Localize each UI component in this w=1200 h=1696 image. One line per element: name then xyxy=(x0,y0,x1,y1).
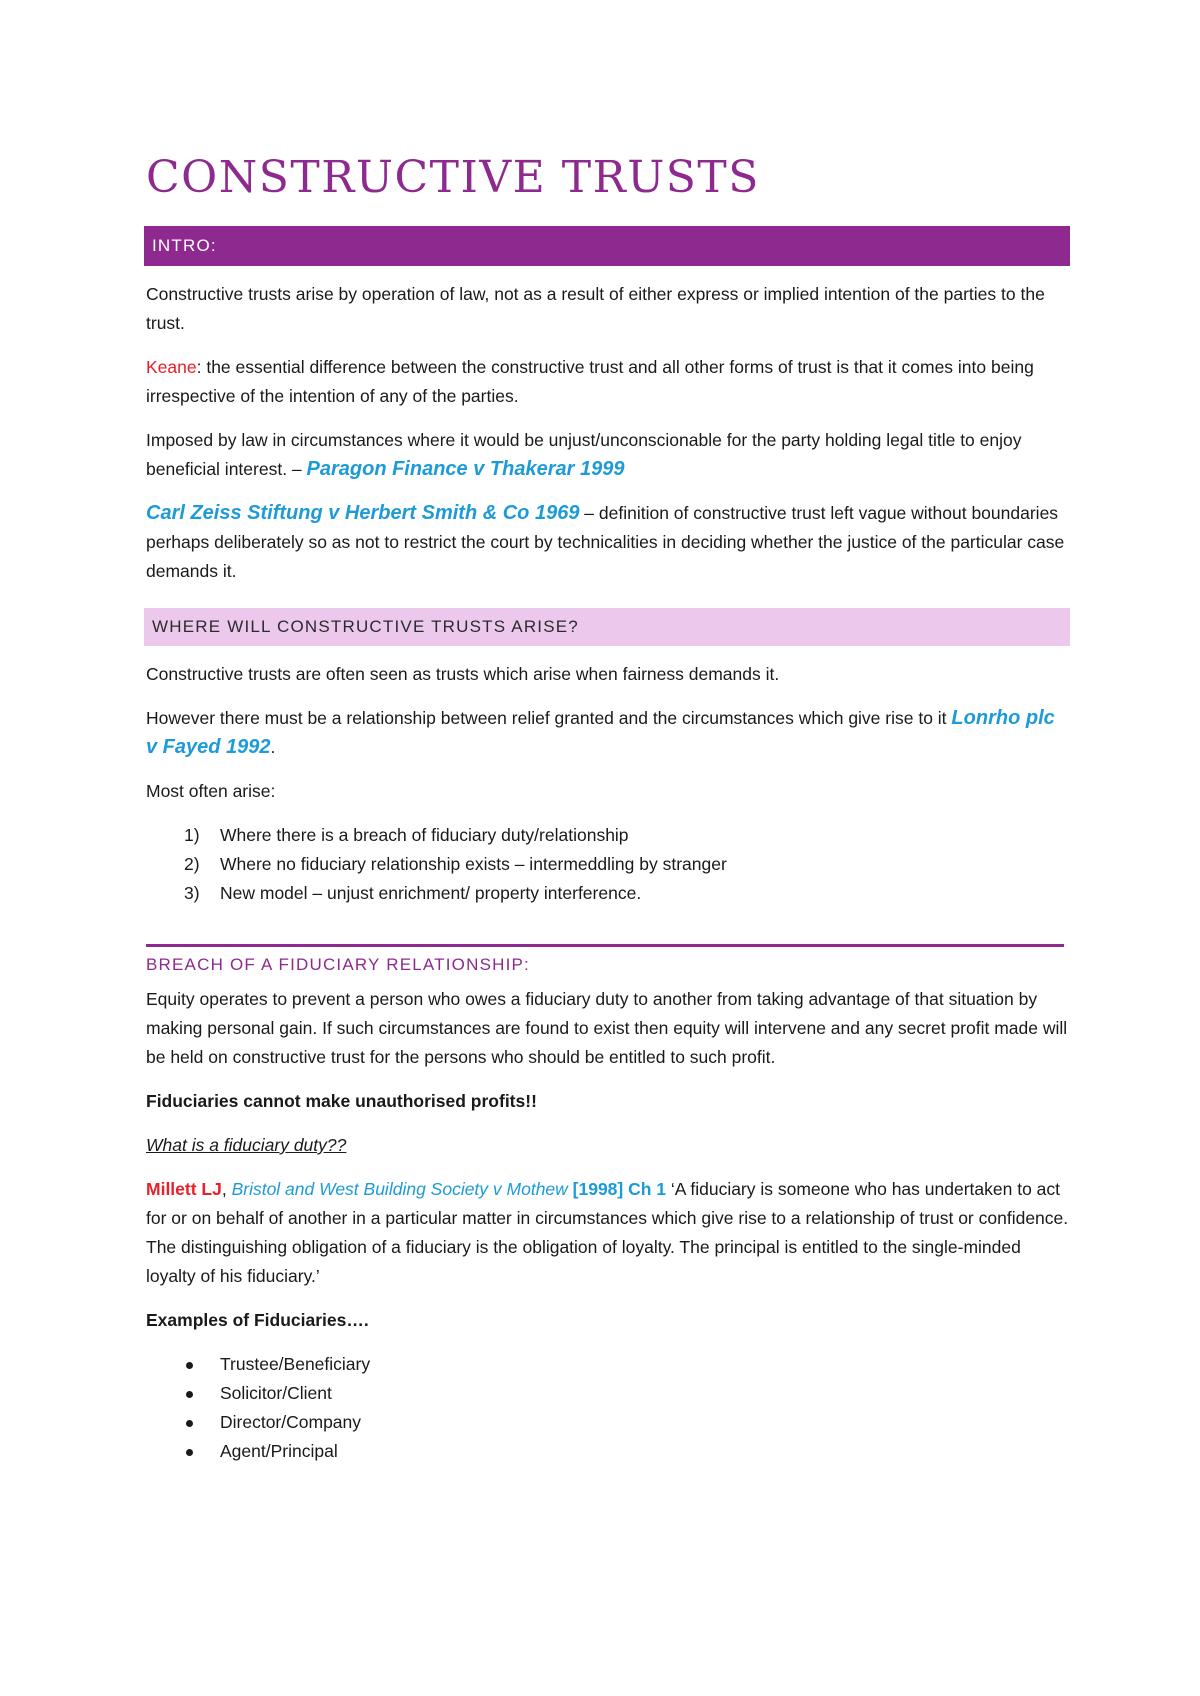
bullet-icon xyxy=(186,1391,193,1398)
intro-paragraph-4 xyxy=(146,499,1070,586)
case-bristol: Bristol and West Building Society v Mothew xyxy=(231,1179,568,1199)
list-item-text: Solicitor/Client xyxy=(220,1383,332,1403)
section-heading-intro: INTRO: xyxy=(144,226,1070,266)
list-item xyxy=(146,879,1070,908)
intro-paragraph-2 xyxy=(146,353,1070,411)
case-bristol-citation: [1998] Ch 1 xyxy=(567,1179,667,1199)
list-number: 1) xyxy=(184,825,200,845)
where-paragraph-2 xyxy=(146,704,1070,762)
list-item xyxy=(146,1437,1070,1466)
breach-paragraph-1: Equity operates to prevent a person who owes a fiduciary duty to another from taking advantage of that situation by making personal gain. If such circumstances are found to exist then equity will intervene and any secret profit made will be held on constructive trust for the persons who should be entitled to such profit. xyxy=(146,989,1068,1067)
list-item xyxy=(146,1350,1070,1379)
list-item-text: Director/Company xyxy=(220,1412,362,1432)
breach-paragraph-3 xyxy=(146,1131,1070,1160)
intro-paragraph-3-text: Imposed by law in circumstances where it would be unjust/unconscionable for the party holding legal title to enjoy beneficial interest. – xyxy=(146,430,1022,479)
bullet-icon xyxy=(186,1420,193,1427)
list-item xyxy=(146,821,1070,850)
list-item-text: Where no fiduciary relationship exists – intermeddling by stranger xyxy=(220,854,727,874)
bullet-icon xyxy=(186,1449,193,1456)
list-number: 2) xyxy=(184,854,200,874)
list-item-text: Trustee/Beneficiary xyxy=(220,1354,371,1374)
fiduciary-duty-question: What is a fiduciary duty?? xyxy=(146,1135,347,1155)
millett-name: Millett LJ xyxy=(146,1179,222,1199)
intro-paragraph-4-text: – definition of constructive trust left vague without boundaries perhaps deliberately so as not to restrict the court by technicalities in deciding whether the justice of the particular case demands it. xyxy=(146,503,1065,581)
case-lonrho: Lonrho plc v Fayed 1992 xyxy=(146,707,1055,758)
list-number: 3) xyxy=(184,883,200,903)
intro-paragraph-1: Constructive trusts arise by operation of law, not as a result of either express or implied intention of the parties to the trust. xyxy=(146,284,1045,333)
list-item-text: New model – unjust enrichment/ property interference. xyxy=(220,883,642,903)
list-item xyxy=(146,1379,1070,1408)
intro-paragraph-3 xyxy=(146,426,1070,484)
document-content xyxy=(146,150,1070,1482)
page-title: CONSTRUCTIVE TRUSTS xyxy=(146,152,760,203)
where-paragraph-2-end: . xyxy=(270,737,276,757)
list-item xyxy=(146,1408,1070,1437)
breach-paragraph-2: Fiduciaries cannot make unauthorised profits!! xyxy=(146,1091,537,1111)
breach-paragraph-4 xyxy=(146,1175,1070,1291)
bullet-icon xyxy=(186,1362,193,1369)
list-item-text: Where there is a breach of fiduciary duty/relationship xyxy=(220,825,629,845)
arise-list xyxy=(146,821,1070,908)
where-paragraph-2-text: However there must be a relationship between relief granted and the circumstances which give rise to it xyxy=(146,708,952,728)
case-paragon: Paragon Finance v Thakerar 1999 xyxy=(306,458,625,480)
where-paragraph-1: Constructive trusts are often seen as trusts which arise when fairness demands it. xyxy=(146,664,780,684)
section-heading-breach: BREACH OF A FIDUCIARY RELATIONSHIP: xyxy=(146,944,1064,975)
list-item-text: Agent/Principal xyxy=(220,1441,338,1461)
intro-paragraph-2-text: : the essential difference between the constructive trust and all other forms of trust is that it comes into being irrespective of the intention of any of the parties. xyxy=(146,357,1034,406)
breach-comma: , xyxy=(221,1179,232,1199)
case-carl-zeiss: Carl Zeiss Stiftung v Herbert Smith & Co 1969 xyxy=(146,502,580,524)
where-paragraph-3: Most often arise: xyxy=(146,781,276,801)
fiduciary-examples-list xyxy=(146,1350,1070,1466)
list-item xyxy=(146,850,1070,879)
breach-quote: ‘A fiduciary is someone who has undertaken to act for or on behalf of another in a particular matter in circumstances which give rise to a relationship of trust or confidence. The distinguishing obligation of a fiduciary is the obligation of loyalty. The principal is entitled to the single-minded loyalty of his fiduciary.’ xyxy=(146,1179,1069,1286)
section-heading-where: WHERE WILL CONSTRUCTIVE TRUSTS ARISE? xyxy=(144,608,1070,646)
keane-name: Keane xyxy=(146,357,197,377)
breach-paragraph-5: Examples of Fiduciaries…. xyxy=(146,1310,369,1330)
